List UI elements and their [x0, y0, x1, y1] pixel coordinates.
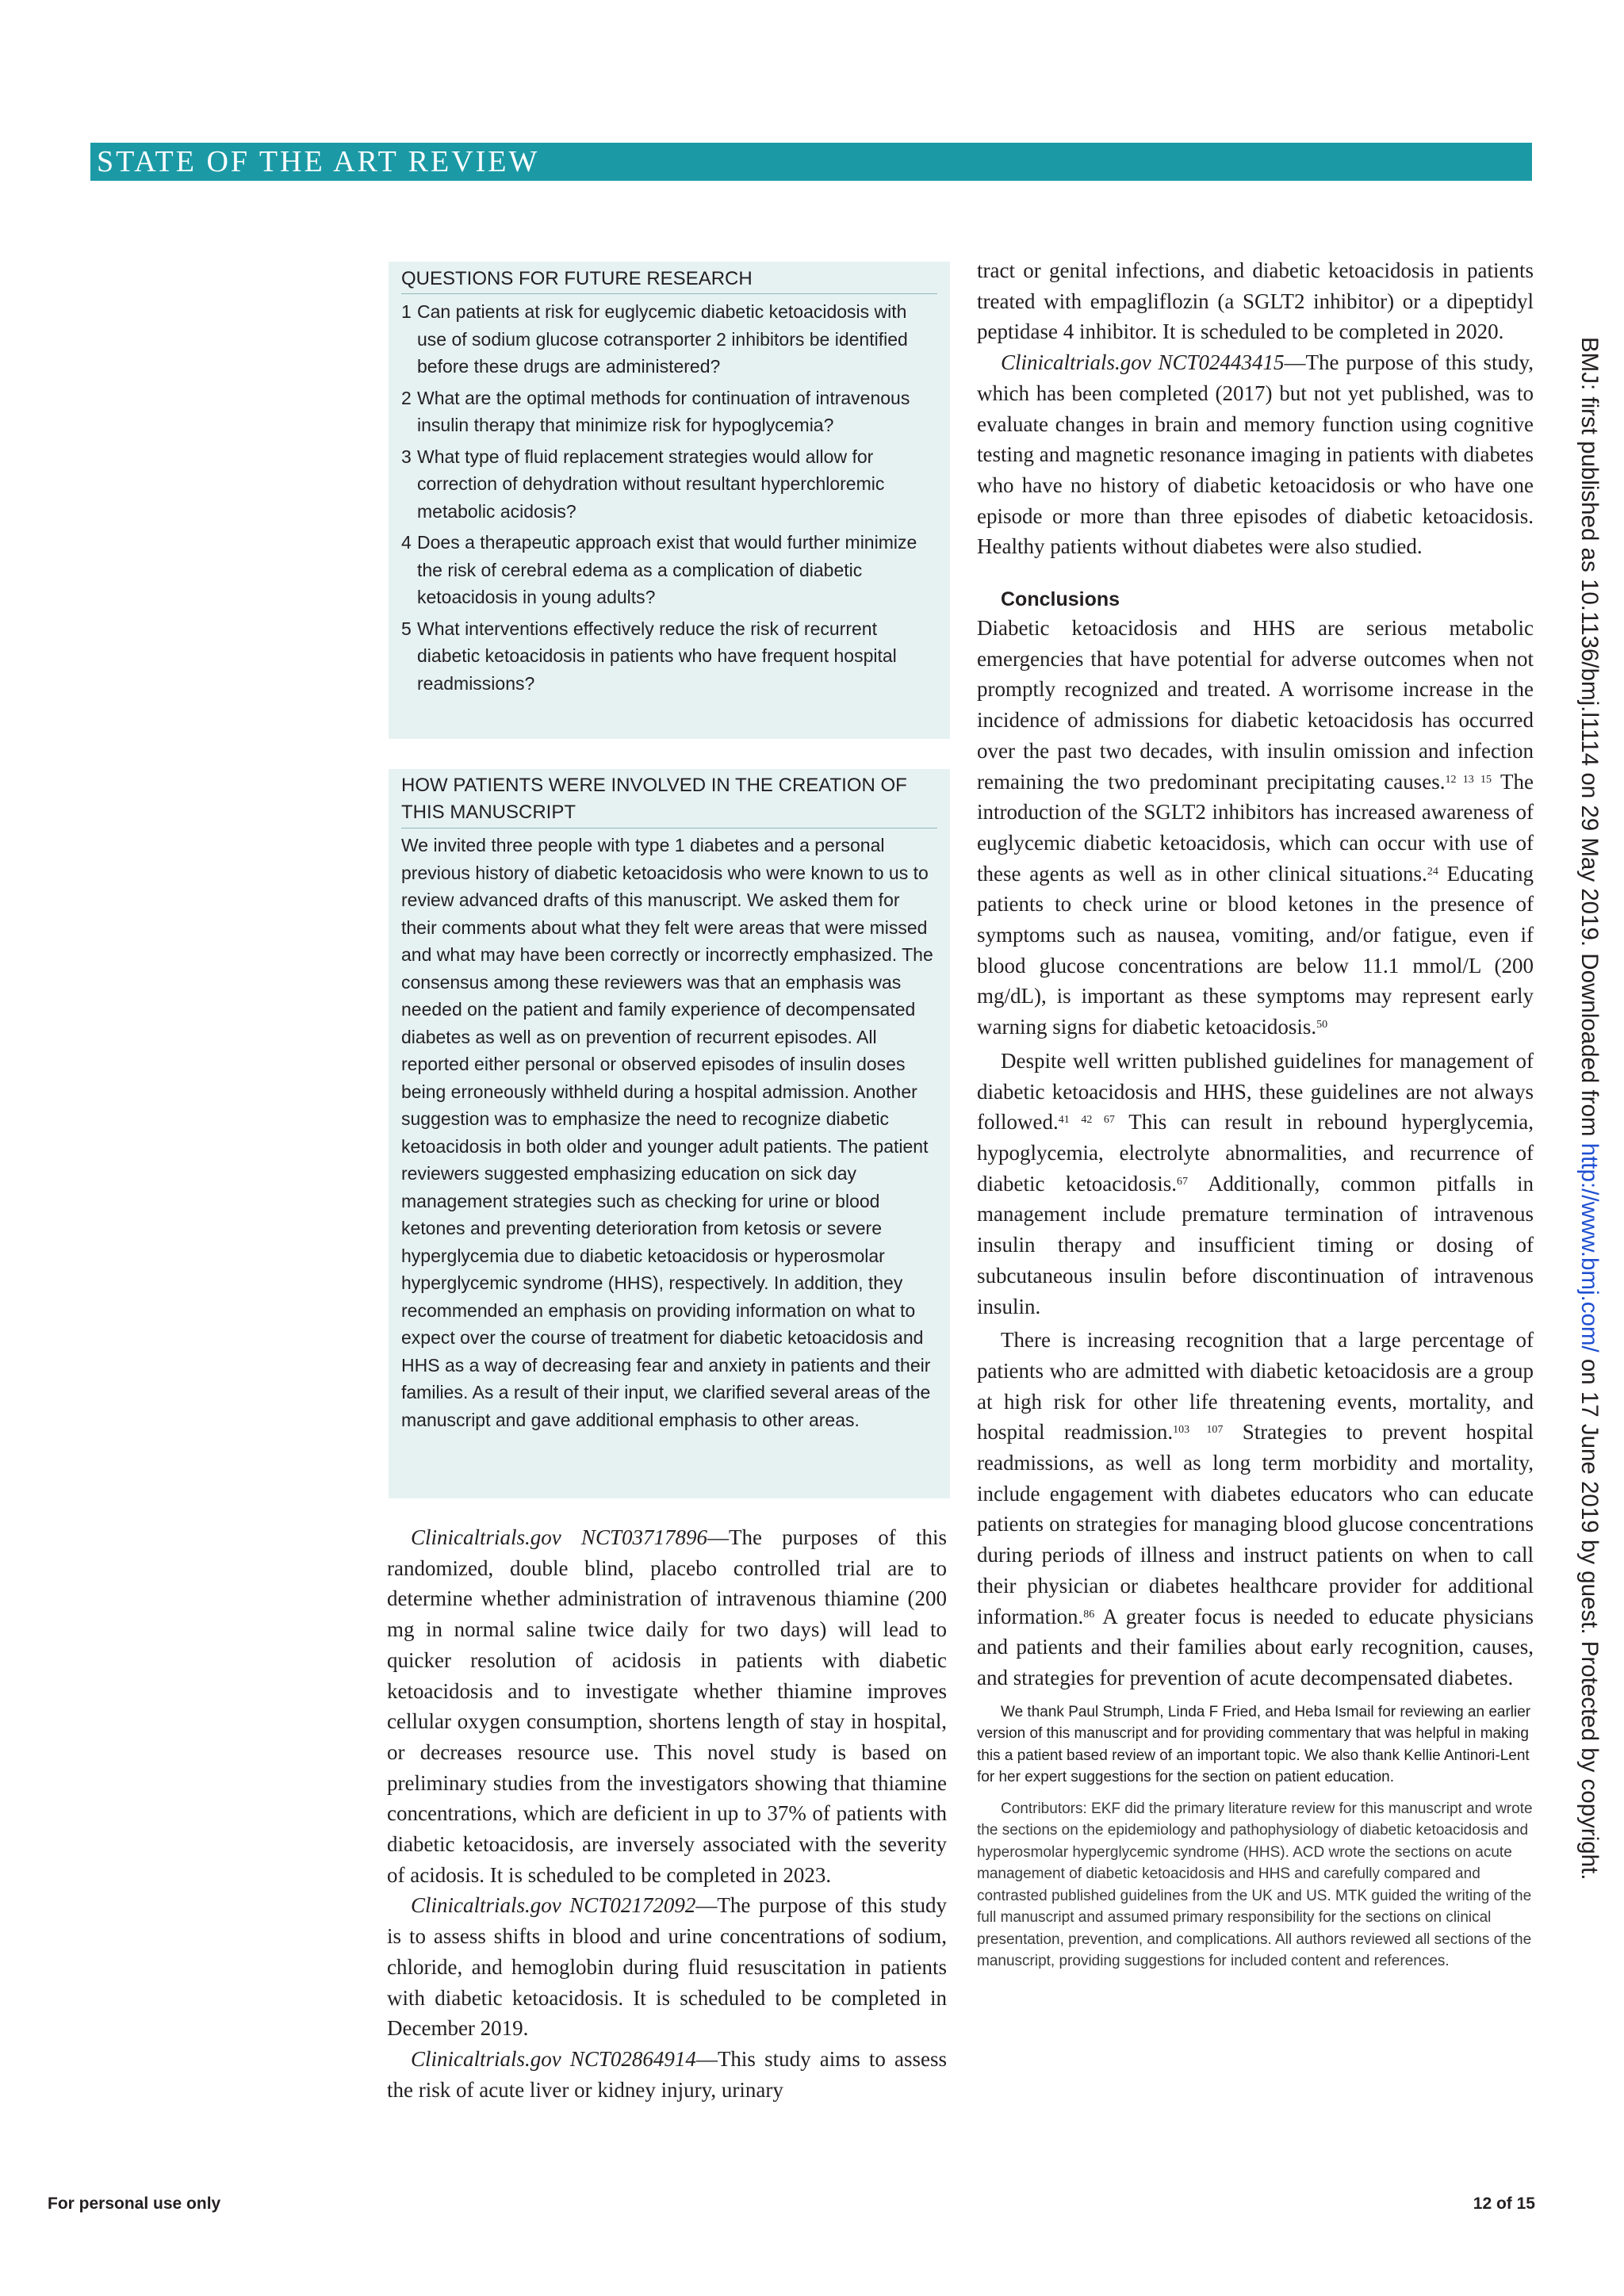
patient-involvement-title: HOW PATIENTS WERE INVOLVED IN THE CREATION OF THIS MANUSCRIPT — [401, 772, 937, 828]
list-item: 1 Can patients at risk for euglycemic diabetic ketoacidosis with use of sodium glucose cotransporter 2 inhibitors be identified before these drugs are administered? — [401, 301, 908, 377]
questions-box-title: QUESTIONS FOR FUTURE RESEARCH — [401, 266, 937, 294]
trial-id: Clinicaltrials.gov NCT03717896 — [411, 1525, 707, 1549]
questions-list — [401, 298, 937, 697]
trial-id: Clinicaltrials.gov NCT02864914 — [411, 2046, 696, 2071]
questions-box — [389, 262, 950, 739]
conclusions-paragraph: Despite well written published guidelines for management of diabetic ketoacidosis and HHS, these guidelines are not always followed.$^{41 42 67}$ This can result in rebound hyperglycemia, hypoglycemia, electrolyte abnormalities, and recurrence of diabetic ketoacidosis.$^{67}$ Additionally, common pitfalls in management include premature termination of intravenous insulin therapy and insufficient timing or dosing of subcutaneous insulin before discontinuation of intravenous insulin. — [977, 1048, 1534, 1318]
trial-id: Clinicaltrials.gov NCT02443415 — [1001, 350, 1285, 375]
copyright-sidebar: BMJ: first published as 10.1136/bmj.l1114 on 29 May 2019. Downloaded from http://www.bmj.com/ on 17 June 2019 by guest. Protected by copyright. — [1576, 337, 1603, 1881]
page-number: 12 of 15 — [1473, 2195, 1535, 2213]
footer-note: For personal use only — [48, 2195, 221, 2213]
conclusions-heading: Conclusions — [1001, 588, 1120, 611]
trial-paragraph: Clinicaltrials.gov NCT02443415—The purpose of this study, which has been completed (2017) but not yet published, was to evaluate changes in brain and memory function using cognitive testing and magnetic resonance imaging in patients with diabetes who have no history of diabetic ketoacidosis or who have one episode or more than three episodes of diabetic ketoacidosis. Healthy patients without diabetes were also studied. — [977, 350, 1534, 559]
conclusions-paragraph: Diabetic ketoacidosis and HHS are serious metabolic emergencies that have potential for adverse outcomes when not promptly recognized and treated. A worrisome increase in the incidence of admissions for diabetic ketoacidosis has occurred over the past two decades, with insulin omission and infection remaining the two predominant precipitating causes.$^{12 13 15}$ The introduction of the SGLT2 inhibitors has increased awareness of euglycemic diabetic ketoacidosis, which can occur with use of these agents as well as in other clinical situations.$^{24}$ Educating patients to check urine or blood ketones in the presence of symptoms such as nausea, vomiting, and/or fatigue, even if blood glucose concentrations are below 11.1 mmol/L (200 mg/dL), is important as these symptoms may represent early warning signs for diabetic ketoacidosis.$^{50}$ — [977, 616, 1534, 1039]
patient-involvement-text: We invited three people with type 1 diabetes and a personal previous history of diabetic ketoacidosis who were known to us to review advanced drafts of this manuscript. We asked them for their comments about what they felt were areas that were missed and what may have been correctly or incorrectly emphasized. The consensus among these reviewers was that an emphasis was needed on the patient and family experience of decompensated diabetes as well as on prevention of recurrent episodes. All reported either personal or observed episodes of insulin doses being erroneously withheld during a hospital admission. Another suggestion was to emphasize the need to recognize diabetic ketoacidosis in both older and younger adult patients. The patient reviewers suggested emphasizing education on sick day management strategies such as checking for urine or blood ketones and preventing deterioration from ketosis or severe hyperglycemia due to diabetic ketoacidosis or hyperosmolar hyperglycemic syndrome (HHS), respectively. In addition, they recommended an emphasis on providing information on what to expect over the course of treatment for diabetic ketoacidosis and HHS as a way of decreasing fear and anxiety in patients and their families. As a result of their input, we clarified several areas of the manuscript and gave additional emphasis to other areas. — [401, 835, 933, 1430]
list-item: 3 What type of fluid replacement strategies would allow for correction of dehydration without resultant hyperchloremic metabolic acidosis? — [401, 446, 885, 522]
list-item: 2 What are the optimal methods for continuation of intravenous insulin therapy that minimize risk for hypoglycemia? — [401, 387, 910, 435]
section-banner — [90, 143, 1532, 181]
trial-paragraph: Clinicaltrials.gov NCT03717896—The purposes of this randomized, double blind, placebo controlled trial are to determine whether administration of intravenous thiamine (200 mg in normal saline twice daily for two days) will lead to quicker resolution of acidosis in patients with diabetic ketoacidosis and to investigate whether thiamine improves cellular oxygen consumption, shortens length of stay in hospital, or decreases resource use. This novel study is based on preliminary studies from the investigators showing that thiamine concentrations, which are deficient in up to 37% of patients with diabetic ketoacidosis, are inversely associated with the severity of acidosis. It is scheduled to be completed in 2023. — [387, 1525, 947, 1887]
contributors-label: Contributors — [1001, 1800, 1083, 1817]
list-item: 4 Does a therapeutic approach exist that would further minimize the risk of cerebral edema as a complication of diabetic ketoacidosis in young adults? — [401, 532, 917, 607]
acknowledgments: We thank Paul Strumph, Linda F Fried, and Heba Ismail for reviewing an earlier version of this manuscript and for providing commentary that was helpful in making this a patient based review of an important topic. We also thank Kellie Antinori-Lent for her expert suggestions for the section on patient education. — [977, 1703, 1531, 1786]
trial-paragraph: Clinicaltrials.gov NCT02864914—This study aims to assess the risk of acute liver or kidney injury, urinary — [387, 2046, 947, 2102]
right-column — [977, 255, 1534, 1973]
left-column — [387, 1522, 947, 2105]
contributors: Contributors: EKF did the primary literature review for this manuscript and wrote the sections on the epidemiology and pathophysiology of diabetic ketoacidosis and hyperosmolar hyperglycemic syndrome (HHS). ACD wrote the sections on acute management of diabetic ketoacidosis and HHS and carefully compared and contrasted published guidelines from the UK and US. MTK guided the writing of the full manuscript and assumed primary responsibility for the sections on clinical presentation, prevention, and complications. All authors reviewed all sections of the manuscript, providing suggestions for included content and references. — [977, 1800, 1533, 1970]
patient-involvement-box — [389, 769, 950, 1498]
bmj-link[interactable]: http://www.bmj.com/ — [1576, 1142, 1603, 1353]
section-banner-label: STATE OF THE ART REVIEW — [97, 145, 540, 178]
trial-paragraph-continued: tract or genital infections, and diabetic ketoacidosis in patients treated with empagliflozin (a SGLT2 inhibitor) or a dipeptidyl peptidase 4 inhibitor. It is scheduled to be completed in 2020. — [977, 258, 1534, 344]
list-item: 5 What interventions effectively reduce the risk of recurrent diabetic ketoacidosis in patients who have frequent hospital readmissions? — [401, 618, 897, 694]
conclusions-paragraph: There is increasing recognition that a large percentage of patients who are admitted with diabetic ketoacidosis are a group at high risk for other life threatening events, mortality, and hospital readmission.$^{103 107}$ Strategies to prevent hospital readmissions, as well as long term morbidity and mortality, include engagement with diabetes educators who can educate patients on strategies for managing blood glucose concentrations during periods of illness and instruct patients on when to call their physician or diabetes healthcare provider for additional information.$^{86}$ A greater focus is needed to educate physicians and patients and their families about early recognition, causes, and strategies for prevention of acute decompensated diabetes. — [977, 1328, 1534, 1689]
trial-id: Clinicaltrials.gov NCT02172092 — [411, 1893, 696, 1918]
trial-paragraph: Clinicaltrials.gov NCT02172092—The purpose of this study is to assess shifts in blood and urine concentrations of sodium, chloride, and hemoglobin during fluid resuscitation in patients with diabetic ketoacidosis. It is scheduled to be completed in December 2019. — [387, 1893, 947, 2041]
